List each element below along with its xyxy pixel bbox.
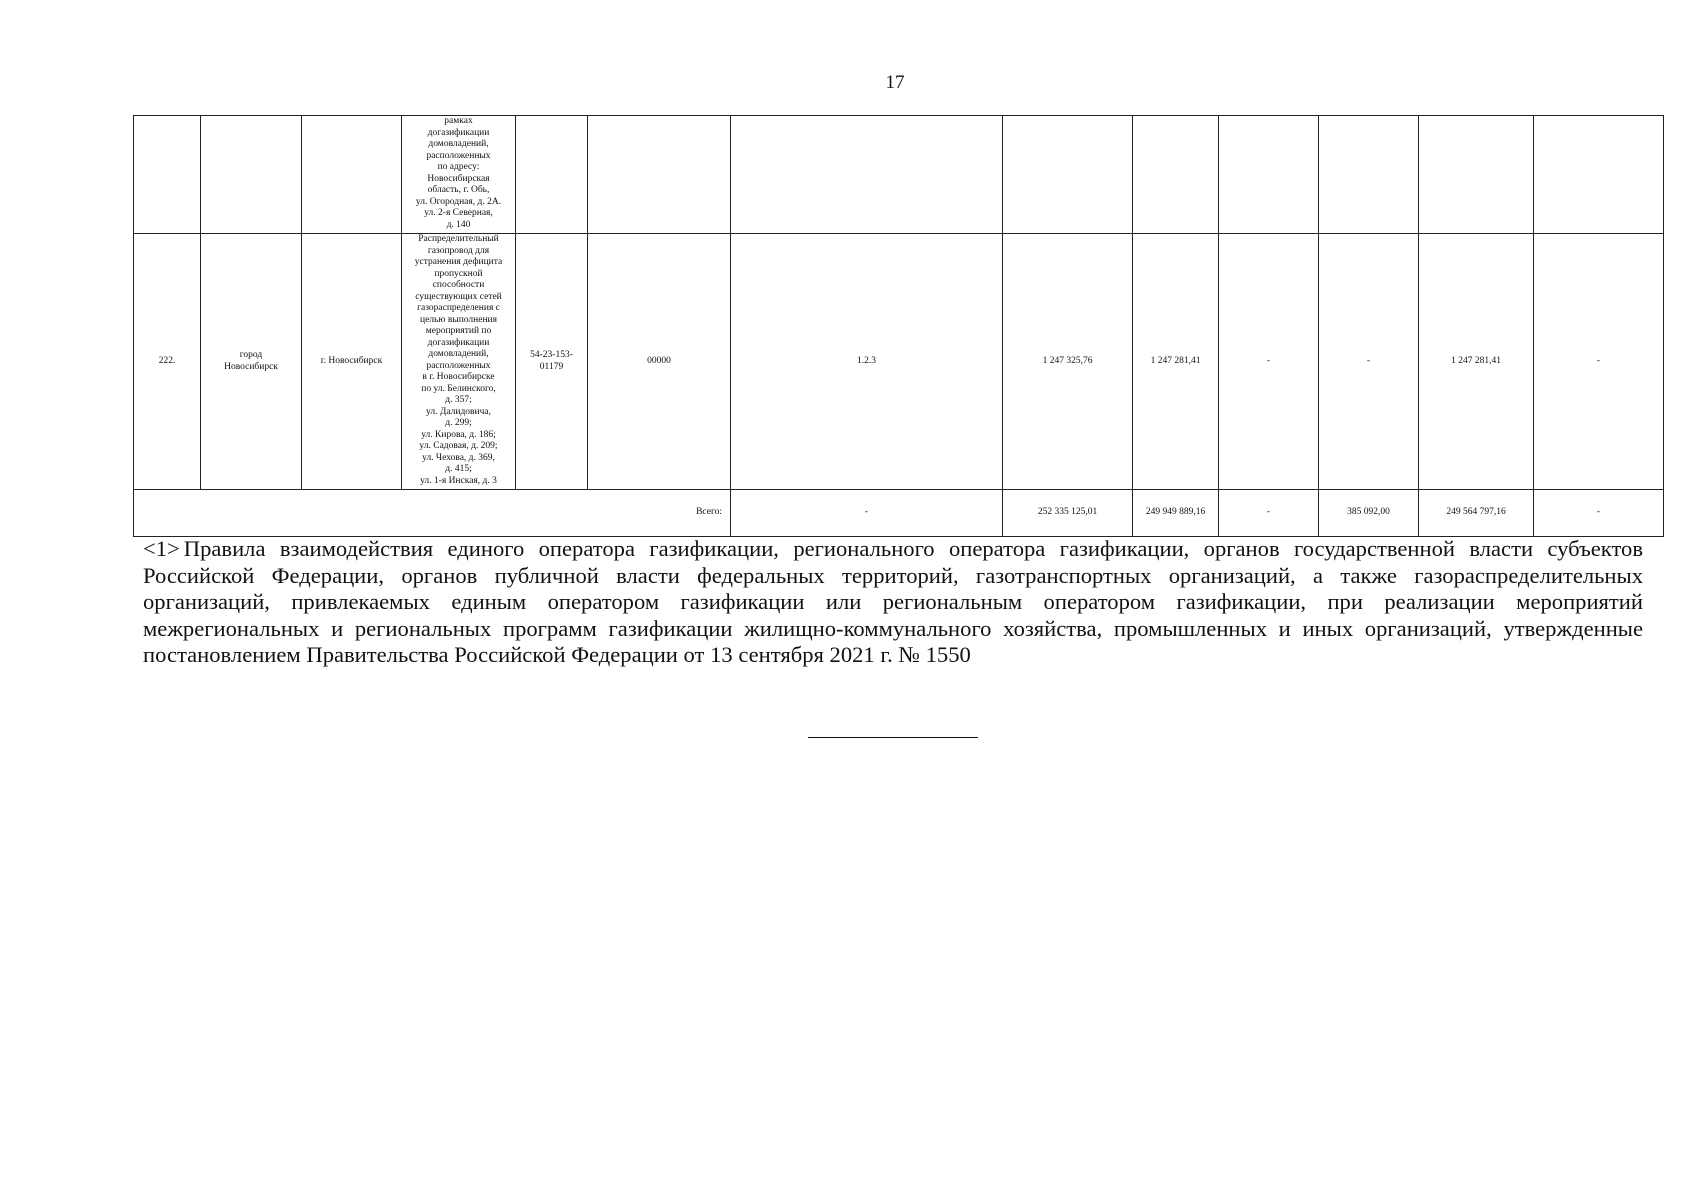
cell-v6 <box>1534 116 1664 234</box>
cell-v5: 1 247 281,41 <box>1419 234 1534 490</box>
footnote <box>143 536 1643 669</box>
cell-locality: г. Новосибирск <box>302 234 402 490</box>
end-rule-divider <box>808 737 978 738</box>
cell-v4: - <box>1319 234 1419 490</box>
cell-description: рамках догазификации домовладений, расположенных по адресу: Новосибирская область, г. Обь, ул. Огородная, д. 2А. ул. 2-я Северная, д. 140 <box>402 116 516 234</box>
cell-v6: - <box>1534 234 1664 490</box>
cell-num: 222. <box>134 234 201 490</box>
cell-v1: 1 247 325,76 <box>1003 234 1133 490</box>
total-v2: 249 949 889,16 <box>1133 490 1219 537</box>
cell-v2 <box>1133 116 1219 234</box>
cell-locality <box>302 116 402 234</box>
cell-v4 <box>1319 116 1419 234</box>
cell-v1 <box>1003 116 1133 234</box>
cell-indicator <box>731 116 1003 234</box>
cell-v2: 1 247 281,41 <box>1133 234 1219 490</box>
cell-code: 54-23-153- 01179 <box>516 234 588 490</box>
total-indicator: - <box>731 490 1003 537</box>
total-label: Всего: <box>134 490 731 537</box>
cell-v5 <box>1419 116 1534 234</box>
footnote-marker: <1> <box>143 536 180 561</box>
cell-municipality: город Новосибирск <box>201 234 302 490</box>
program-table <box>133 115 1664 537</box>
cell-municipality <box>201 116 302 234</box>
page-number: 17 <box>885 72 905 93</box>
table-row-continuation <box>134 116 1664 234</box>
cell-description: Распределительный газопровод для устранения дефицита пропускной способности существующих сетей газораспределения с целью выполнения мероприятий по догазификации домовладений, расположенных в г. Новосибирске по ул. Белинского, д. 357; ул. Далидовича, д. 299; ул. Кирова, д. 186; ул. Садовая, д. 209; ул. Чехова, д. 369, д. 415; ул. 1-я Инская, д. 3 <box>402 234 516 490</box>
total-v6: - <box>1534 490 1664 537</box>
cell-code2 <box>588 116 731 234</box>
table-row-total <box>134 490 1664 537</box>
total-v4: 385 092,00 <box>1319 490 1419 537</box>
cell-v3 <box>1219 116 1319 234</box>
total-v1: 252 335 125,01 <box>1003 490 1133 537</box>
cell-v3: - <box>1219 234 1319 490</box>
table-row-222 <box>134 234 1664 490</box>
cell-indicator: 1.2.3 <box>731 234 1003 490</box>
total-v3: - <box>1219 490 1319 537</box>
cell-num <box>134 116 201 234</box>
total-v5: 249 564 797,16 <box>1419 490 1534 537</box>
cell-code2: 00000 <box>588 234 731 490</box>
footnote-text: Правила взаимодействия единого оператора газификации, регионального оператора газификации, органов государственной власти субъектов Российской Федерации, органов публичной власти федеральных территорий, газотранспортных организаций, а также газораспределительных организаций, привлекаемых единым оператором газификации или региональным оператором газификации, при реализации мероприятий межрегиональных и региональных программ газификации жилищно-коммунального хозяйства, промышленных и иных организаций, утвержденные постановлением Правительства Российской Федерации от 13 сентября 2021 г. № 1550 <box>143 536 1643 667</box>
cell-code <box>516 116 588 234</box>
